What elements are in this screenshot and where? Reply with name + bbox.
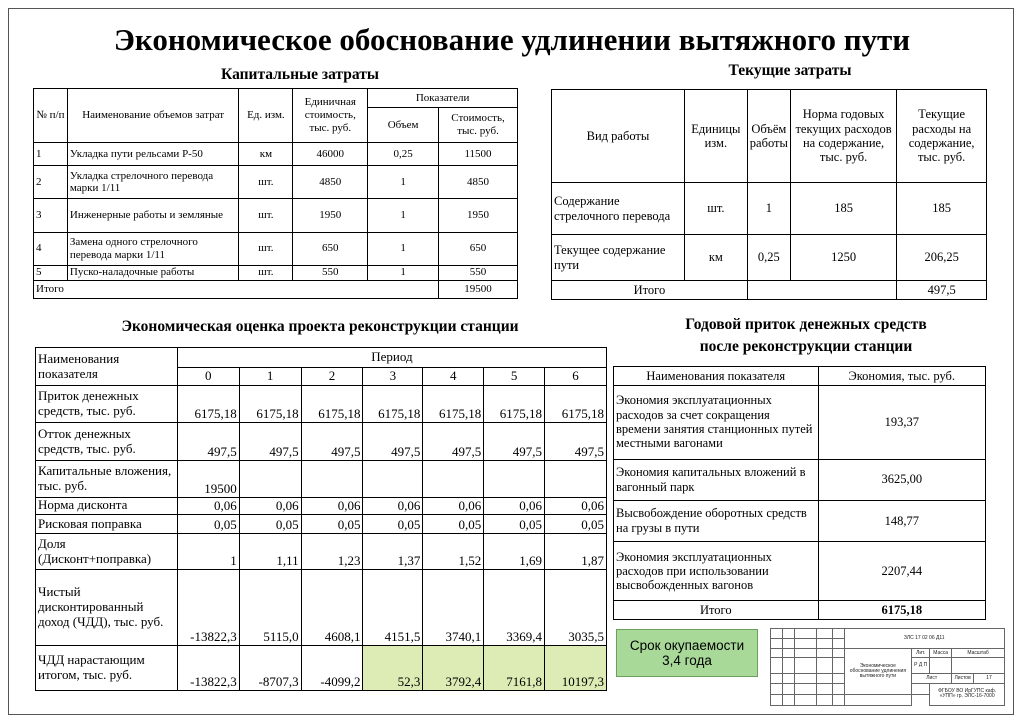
value-cell: 5115,0: [239, 570, 301, 645]
total-row: [34, 280, 518, 298]
period-header: 4: [423, 368, 484, 386]
value-cell: 497,5: [545, 423, 607, 460]
row-value: 3625,00: [818, 459, 985, 500]
row-value: 193,37: [818, 385, 985, 459]
value-cell: 0,06: [423, 497, 484, 514]
row-cost: 1950: [439, 199, 518, 232]
value-cell: 0,05: [363, 514, 423, 533]
row-volume: 1: [368, 199, 439, 232]
value-cell: 1,69: [484, 534, 545, 570]
row-unit-cost: 550: [293, 265, 368, 280]
row-volume: 0,25: [747, 235, 790, 281]
row-unit: шт.: [239, 166, 293, 199]
row-unit-cost: 46000: [293, 142, 368, 166]
value-cell: 0,05: [484, 514, 545, 533]
payback-value: 3,4 года: [662, 653, 712, 668]
row-expenses: 206,25: [897, 235, 987, 281]
row-unit: шт.: [239, 232, 293, 265]
value-cell: 497,5: [239, 423, 301, 460]
row-work: Текущее содержание пути: [552, 235, 685, 281]
table-row: [34, 142, 518, 166]
row-label: Рисковая поправка: [36, 514, 178, 533]
col-header-unit: Единицы изм.: [684, 90, 747, 183]
row-unit-cost: 4850: [293, 166, 368, 199]
value-cell: 0,05: [545, 514, 607, 533]
table-row: [552, 183, 987, 235]
row-label: Отток денежных средств, тыс. руб.: [36, 423, 178, 460]
table-row: [34, 232, 518, 265]
row-work: Содержание стрелочного перевода: [552, 183, 685, 235]
table-row: [34, 166, 518, 199]
total-empty: [747, 281, 897, 300]
value-cell: 6175,18: [484, 386, 545, 423]
row-name: Замена одного стрелочного перевода марки 1/11: [67, 232, 239, 265]
table-row: [36, 497, 607, 514]
row-name: Укладка пути рельсами Р-50: [67, 142, 239, 166]
row-number: 1: [34, 142, 68, 166]
row-volume: 1: [747, 183, 790, 235]
stamp-organization: ФГБОУ ВО ИрГУПС каф. «УПП» гр. ЭЛС-16-7000: [930, 683, 1005, 705]
value-cell: -13822,3: [177, 570, 239, 645]
value-cell: [363, 460, 423, 497]
value-cell: 497,5: [484, 423, 545, 460]
row-unit: км: [239, 142, 293, 166]
stamp-lit-label: Лит.: [912, 649, 930, 658]
table-row: [34, 199, 518, 232]
table-row: [34, 265, 518, 280]
table-row: [36, 386, 607, 423]
col-header-name: Наименование объемов затрат: [67, 89, 239, 143]
value-cell: 497,5: [301, 423, 363, 460]
table-row: [614, 385, 986, 459]
total-value: 19500: [439, 280, 518, 298]
row-label: Капитальные вложения, тыс. руб.: [36, 460, 178, 497]
row-volume: 0,25: [368, 142, 439, 166]
value-cell: 6175,18: [177, 386, 239, 423]
col-header-unit-cost: Единичная стоимость, тыс. руб.: [293, 89, 368, 143]
value-cell: 19500: [177, 460, 239, 497]
col-header-cost: Стоимость, тыс. руб.: [439, 108, 518, 142]
row-unit: шт.: [239, 265, 293, 280]
row-unit: шт.: [239, 199, 293, 232]
value-cell: 0,06: [301, 497, 363, 514]
value-cell: 0,06: [545, 497, 607, 514]
table-row: [36, 534, 607, 570]
value-cell: 6175,18: [239, 386, 301, 423]
row-unit: км: [684, 235, 747, 281]
col-header-norm: Норма годовых текущих расходов на содержание, тыс. руб.: [790, 90, 896, 183]
value-cell: 6175,18: [363, 386, 423, 423]
period-header: 2: [301, 368, 363, 386]
row-norm: 1250: [790, 235, 896, 281]
value-cell: 1,11: [239, 534, 301, 570]
cashflow-heading: [630, 314, 982, 358]
row-label: Доля (Дисконт+поправка): [36, 534, 178, 570]
row-label: Экономия капитальных вложений в вагонный парк: [614, 459, 819, 500]
row-unit: шт.: [684, 183, 747, 235]
stamp-mass-label: Масса: [930, 649, 952, 658]
col-header-period: Период: [177, 348, 606, 368]
drawing-title-block: [770, 628, 1005, 706]
col-header-indicator: Наименования показателя: [614, 367, 819, 386]
period-header: 3: [363, 368, 423, 386]
table-row: [36, 514, 607, 533]
value-cell: 497,5: [177, 423, 239, 460]
row-value: 2207,44: [818, 541, 985, 601]
total-row: [552, 281, 987, 300]
value-cell: 0,06: [484, 497, 545, 514]
value-cell: -4099,2: [301, 645, 363, 690]
stamp-sheet-label: Лист: [912, 673, 952, 683]
row-name: Инженерные работы и земляные: [67, 199, 239, 232]
table-row: [614, 500, 986, 541]
table-row: [36, 570, 607, 645]
row-name: Укладка стрелочного перевода марки 1/11: [67, 166, 239, 199]
capital-costs-table: [33, 88, 518, 299]
row-unit-cost: 650: [293, 232, 368, 265]
row-expenses: 185: [897, 183, 987, 235]
total-label: Итого: [34, 280, 439, 298]
period-header: 6: [545, 368, 607, 386]
value-cell: [545, 460, 607, 497]
total-value: 497,5: [897, 281, 987, 300]
stamp-scale-label: Масштаб: [952, 649, 1005, 658]
value-cell: [484, 460, 545, 497]
cashflow-table: [613, 366, 986, 620]
row-label: Экономия эксплуатационных расходов при использовании высвобожденных вагонов: [614, 541, 819, 601]
col-header-volume: Объём работы: [747, 90, 790, 183]
value-cell: 1,87: [545, 534, 607, 570]
period-header: 1: [239, 368, 301, 386]
value-cell: [423, 460, 484, 497]
row-label: Норма дисконта: [36, 497, 178, 514]
value-cell: 0,05: [423, 514, 484, 533]
value-cell: 6175,18: [423, 386, 484, 423]
stamp-sheets-count: 17: [974, 673, 1005, 683]
row-cost: 11500: [439, 142, 518, 166]
current-costs-table: [551, 89, 987, 300]
payback-label: Срок окупаемости: [629, 638, 745, 653]
value-cell: -8707,3: [239, 645, 301, 690]
col-header-indicators: Показатели: [368, 89, 518, 108]
value-cell: 6175,18: [545, 386, 607, 423]
col-header-num: № п/п: [34, 89, 68, 143]
row-unit-cost: 1950: [293, 199, 368, 232]
period-header: 0: [177, 368, 239, 386]
table-row: [36, 645, 607, 690]
highlighted-cell: 10197,3: [545, 645, 607, 690]
period-header: 5: [484, 368, 545, 386]
value-cell: 497,5: [423, 423, 484, 460]
col-header-expenses: Текущие расходы на содержание, тыс. руб.: [897, 90, 987, 183]
row-label: Чистый дисконтированный доход (ЧДД), тыс. руб.: [36, 570, 178, 645]
total-row: [614, 601, 986, 620]
table-row: [36, 460, 607, 497]
value-cell: 3035,5: [545, 570, 607, 645]
value-cell: 0,06: [177, 497, 239, 514]
table-row: [614, 541, 986, 601]
highlighted-cell: 3792,4: [423, 645, 484, 690]
row-number: 4: [34, 232, 68, 265]
value-cell: 0,05: [239, 514, 301, 533]
current-costs-heading: Текущие затраты: [728, 62, 852, 79]
row-volume: 1: [368, 265, 439, 280]
col-header-volume: Объем: [368, 108, 439, 142]
value-cell: 0,05: [301, 514, 363, 533]
row-number: 5: [34, 265, 68, 280]
value-cell: 6175,18: [301, 386, 363, 423]
total-label: Итого: [614, 601, 819, 620]
value-cell: 4151,5: [363, 570, 423, 645]
payback-period-box: [616, 629, 758, 677]
capital-costs-heading: Капитальные затраты: [221, 66, 379, 83]
highlighted-cell: 7161,8: [484, 645, 545, 690]
highlighted-cell: 52,3: [363, 645, 423, 690]
stamp-code: ЗЛС 17 02 06 Д11: [844, 629, 1005, 649]
row-number: 2: [34, 166, 68, 199]
row-cost: 650: [439, 232, 518, 265]
col-header-saving: Экономия, тыс. руб.: [818, 367, 985, 386]
stamp-lit-value: Р Д П: [912, 657, 930, 673]
value-cell: 3369,4: [484, 570, 545, 645]
row-norm: 185: [790, 183, 896, 235]
value-cell: 0,06: [239, 497, 301, 514]
row-label: ЧДД нарастающим итогом, тыс. руб.: [36, 645, 178, 690]
value-cell: 4608,1: [301, 570, 363, 645]
col-header-work: Вид работы: [552, 90, 685, 183]
value-cell: 1,23: [301, 534, 363, 570]
value-cell: [239, 460, 301, 497]
col-header-indicator: Наименования показателя: [36, 348, 178, 386]
row-name: Пуско-наладочные работы: [67, 265, 239, 280]
value-cell: 497,5: [363, 423, 423, 460]
evaluation-table: [35, 347, 607, 691]
value-cell: -13822,3: [177, 645, 239, 690]
row-volume: 1: [368, 232, 439, 265]
table-row: [552, 235, 987, 281]
cashflow-heading-line2: после реконструкции станции: [699, 338, 913, 355]
value-cell: [301, 460, 363, 497]
row-value: 148,77: [818, 500, 985, 541]
value-cell: 1: [177, 534, 239, 570]
row-volume: 1: [368, 166, 439, 199]
stamp-sheets-label: Листов: [952, 673, 974, 683]
row-label: Экономия эксплуатационных расходов за счет сокращения времени занятия станционных путей местными вагонами: [614, 385, 819, 459]
page-title: Экономическое обоснование удлинении вытяжного пути: [113, 22, 911, 57]
value-cell: 0,06: [363, 497, 423, 514]
value-cell: 3740,1: [423, 570, 484, 645]
col-header-unit: Ед. изм.: [239, 89, 293, 143]
table-row: [614, 459, 986, 500]
value-cell: 0,05: [177, 514, 239, 533]
row-cost: 550: [439, 265, 518, 280]
total-value: 6175,18: [818, 601, 985, 620]
value-cell: 1,52: [423, 534, 484, 570]
row-cost: 4850: [439, 166, 518, 199]
cashflow-heading-line1: Годовой приток денежных средств: [685, 316, 927, 333]
row-label: Приток денежных средств, тыс. руб.: [36, 386, 178, 423]
stamp-doc-title: Экономическое обоснование удлинения вытяжного пути: [844, 649, 912, 695]
value-cell: 1,37: [363, 534, 423, 570]
row-number: 3: [34, 199, 68, 232]
row-label: Высвобождение оборотных средств на грузы в пути: [614, 500, 819, 541]
evaluation-heading: Экономическая оценка проекта реконструкции станции: [121, 318, 519, 335]
table-row: [36, 423, 607, 460]
total-label: Итого: [552, 281, 748, 300]
